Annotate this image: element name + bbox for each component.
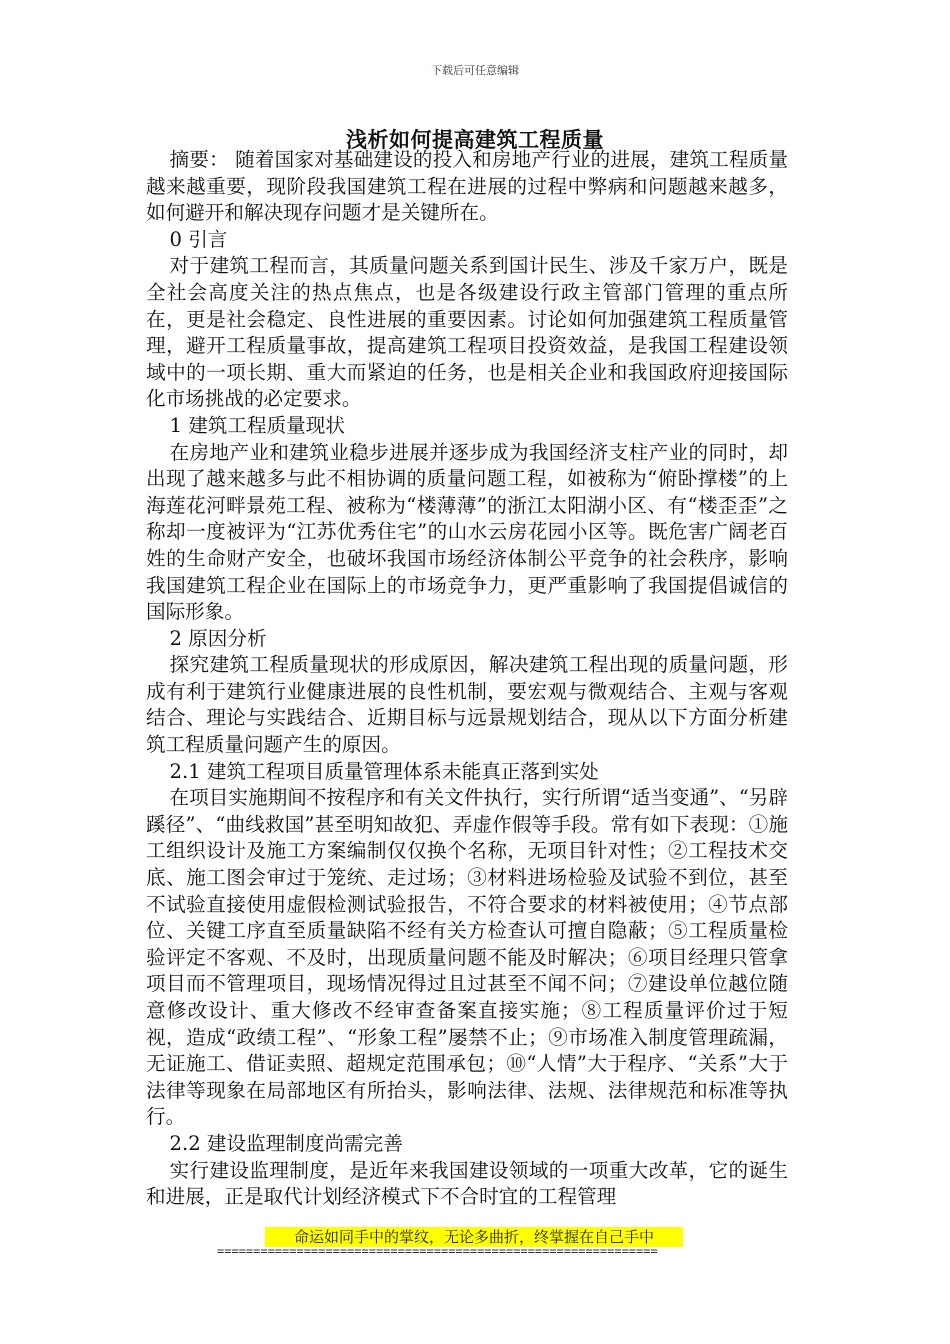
document-body	[146, 147, 788, 1211]
abstract-paragraph: 摘要： 随着国家对基础建设的投入和房地产行业的进展，建筑工程质量越来越重要，现阶段我国建筑工程在进展的过程中弊病和问题越来越多，如何避开和解决现存问题才是关键所在。	[146, 148, 788, 225]
footer-divider: =============================================================	[217, 1244, 658, 1258]
footer-banner: 命运如同手中的掌纹，无论多曲折，终掌握在自己手中	[265, 1227, 683, 1247]
subsection-heading-2-1: 2.1 建筑工程项目质量管理体系未能真正落到实处	[169, 759, 599, 783]
header-note: 下载后可任意编辑	[431, 64, 519, 77]
document-title: 浅析如何提高建筑工程质量	[346, 127, 604, 152]
section-body-intro: 对于建筑工程而言，其质量问题关系到国计民生、涉及千家万户，既是全社会高度关注的热点焦点，也是各级建设行政主管部门管理的重点所在，更是社会稳定、良性进展的重要因素。讨论如何加强建筑工程质量管理，避开工程质量事故，提高建筑工程项目投资效益，是我国工程建设领域中的一项长期、重大而紧迫的任务，也是相关企业和我国政府迎接国际化市场挑战的必定要求。	[146, 254, 788, 411]
section-heading-status: 1 建筑工程质量现状	[169, 413, 345, 437]
subsection-heading-2-2: 2.2 建设监理制度尚需完善	[169, 1131, 403, 1155]
subsection-body-2-2: 实行建设监理制度，是近年来我国建设领域的一项重大改革，它的诞生和进展，正是取代计划经济模式下不合时宜的工程管理	[146, 1158, 788, 1209]
section-heading-analysis: 2 原因分析	[169, 626, 267, 650]
section-body-status: 在房地产业和建筑业稳步进展并逐步成为我国经济支柱产业的同时，却出现了越来越多与此不相协调的质量问题工程，如被称为“俯卧撑楼”的上海莲花河畔景苑工程、被称为“楼薄薄”的浙江太阳湖小区、有“楼歪歪”之称却一度被评为“江苏优秀住宅”的山水云房花园小区等。既危害广阔老百姓的生命财产安全，也破坏我国市场经济体制公平竞争的社会秩序，影响我国建筑工程企业在国际上的市场竞争力，更严重影响了我国提倡诚信的国际形象。	[146, 440, 788, 624]
subsection-body-2-1: 在项目实施期间不按程序和有关文件执行，实行所谓“适当变通”、“另辟蹊径”、“曲线救国”甚至明知故犯、弄虚作假等手段。常有如下表现：①施工组织设计及施工方案编制仅仅换个名称，无项目针对性；②工程技术交底、施工图会审过于笼统、走过场；③材料进场检验及试验不到位，甚至不试验直接使用虚假检测试验报告，不符合要求的材料被使用；④节点部位、关键工序直至质量缺陷不经有关方检查认可擅自隐蔽；⑤工程质量检验评定不客观、不及时，出现质量问题不能及时解决；⑥项目经理只管拿项目而不管理项目，现场情况得过且过甚至不闻不问；⑦建设单位越位随意修改设计、重大修改不经审查备案直接实施；⑧工程质量评价过于短视，造成“政绩工程”、“形象工程”屡禁不止；⑨市场准入制度管理疏漏，无证施工、借证卖照、超规定范围承包；⑩“人情”大于程序、“关系”大于法律等现象在局部地区有所抬头，影响法律、法规、法律规范和标准等执行。	[146, 786, 788, 1129]
section-heading-intro: 0 引言	[169, 227, 228, 251]
section-body-analysis: 探究建筑工程质量现状的形成原因，解决建筑工程出现的质量问题，形成有利于建筑行业健康进展的良性机制，要宏观与微观结合、主观与客观结合、理论与实践结合、近期目标与远景规划结合，现从以下方面分析建筑工程质量问题产生的原因。	[146, 653, 788, 757]
